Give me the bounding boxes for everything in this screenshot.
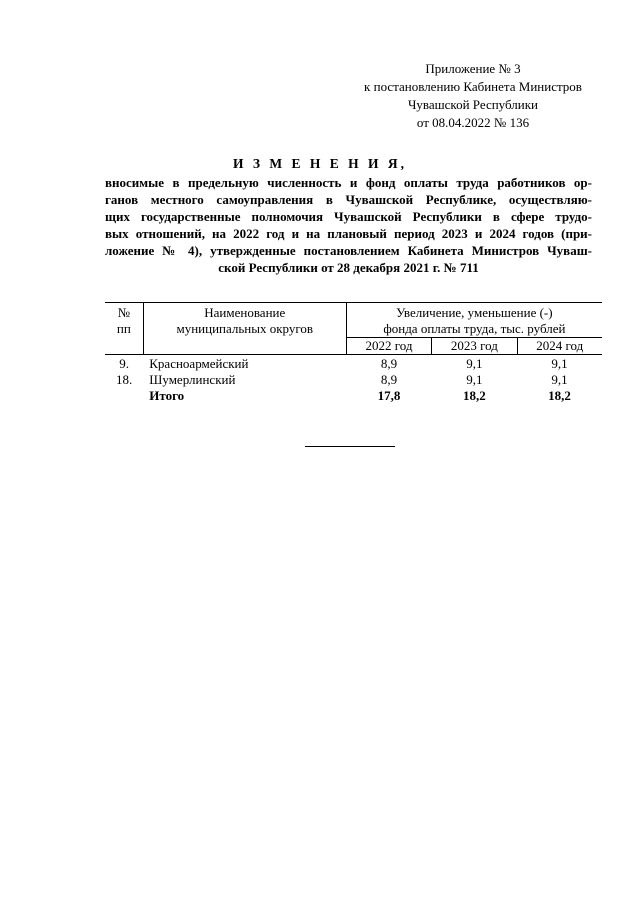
row-value-2022: 8,9 [380, 356, 398, 371]
header-year-2022: 2022 год [346, 338, 431, 355]
appendix-line-3: Чувашской Республики [407, 97, 539, 112]
total-value-2024: 18,2 [548, 388, 571, 403]
subtitle-line: щих государственные полномочия Чувашской Республики в сфере трудо- [105, 209, 592, 224]
header-group-line: Увеличение, уменьшение (-) [396, 305, 553, 320]
row-district-name: Красноармейский [149, 356, 249, 371]
total-label: Итого [149, 388, 185, 403]
row-value-2023: 9,1 [466, 372, 483, 387]
row-value-2024: 9,1 [551, 356, 568, 371]
total-number-empty [105, 388, 143, 404]
document-title: И З М Е Н Е Н И Я, [232, 156, 407, 171]
row-value-2022: 8,9 [380, 372, 398, 387]
row-value-2023: 9,1 [466, 356, 483, 371]
appendix-line-4: от 08.04.2022 № 136 [416, 115, 530, 130]
subtitle-line: ложение № 4), утвержденные постановлением Кабинета Министров Чуваш- [105, 243, 592, 258]
subtitle-line: ганов местного самоуправления в Чувашской Республике, осуществляю- [105, 192, 592, 207]
subtitle-line: ской Республики от 28 декабря 2021 г. № 711 [218, 260, 479, 275]
appendix-header [338, 60, 608, 132]
closing-rule [305, 446, 395, 447]
row-value-2024: 9,1 [551, 372, 568, 387]
header-number [105, 303, 143, 355]
header-year-2024: 2024 год [517, 338, 602, 355]
table-row [105, 355, 602, 373]
total-value-2022: 17,8 [377, 388, 401, 403]
data-table [105, 302, 602, 404]
header-district-name [143, 303, 346, 355]
header-number-line: № [117, 305, 131, 320]
table-total-row [105, 388, 602, 404]
appendix-line-2: к постановлению Кабинета Министров [364, 79, 582, 94]
appendix-line-1: Приложение № 3 [425, 61, 521, 76]
document-subtitle [105, 174, 592, 276]
header-name-line: Наименование [204, 305, 286, 320]
subtitle-line: вносимые в предельную численность и фонд оплаты труда работников ор- [105, 175, 592, 190]
subtitle-line: вых отношений, на 2022 год и на плановый период 2023 и 2024 годов (при- [105, 226, 592, 241]
table-header-row [105, 303, 602, 338]
header-change-group [346, 303, 602, 338]
total-value-2023: 18,2 [462, 388, 486, 403]
row-number: 9. [119, 356, 129, 371]
row-number: 18. [116, 372, 133, 387]
table-row [105, 372, 602, 388]
row-district-name: Шумерлинский [149, 372, 236, 387]
header-name-line: муниципальных округов [176, 321, 314, 336]
header-year-2023: 2023 год [432, 338, 517, 355]
header-group-line: фонда оплаты труда, тыс. рублей [383, 321, 566, 336]
header-number-line: пп [116, 321, 131, 336]
